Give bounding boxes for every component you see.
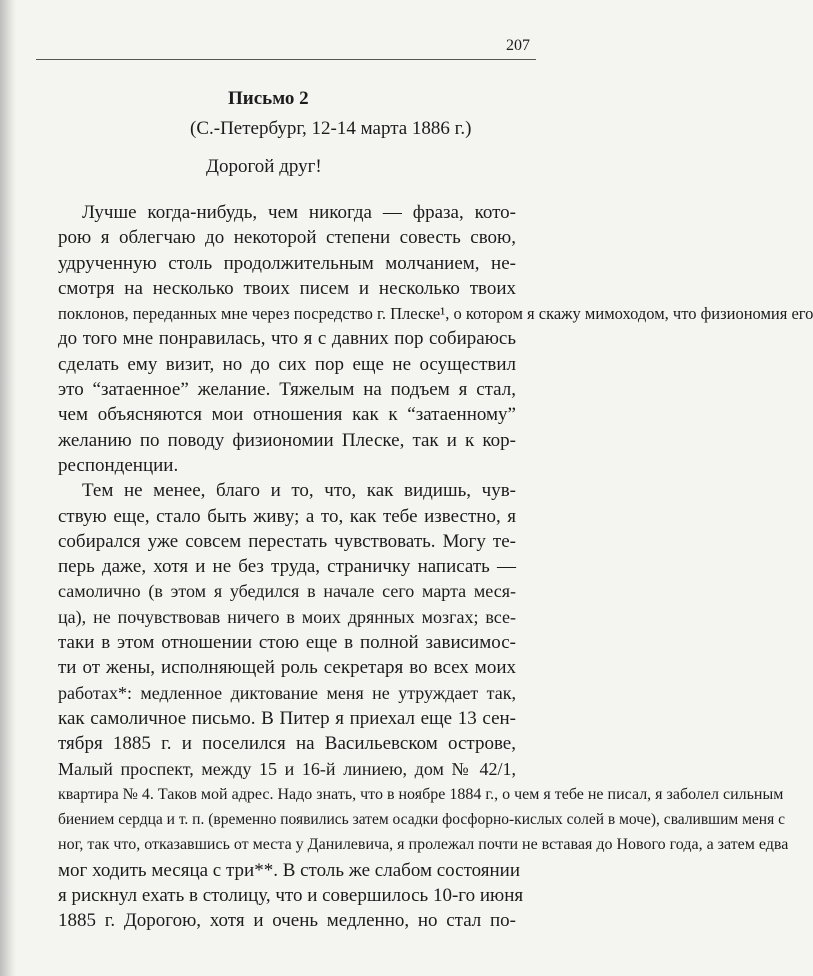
text-line: квартира № 4. Таков мой адрес. Надо знать, что в ноябре 1884 г., о чем я тебе не писал, я заболел сильным xyxy=(58,785,784,803)
page-number: 207 xyxy=(506,37,530,54)
text-line: Тем не менее, благо и то, что, как видишь, чув- xyxy=(82,480,516,502)
text-line: Малый проспект, между 15 и 16-й линиею, дом № 42/1, xyxy=(58,758,516,779)
text-line: это “затаенное” желание. Тяжелым на подъем я стал, xyxy=(58,379,516,401)
text-line: ца), не почувствовав ничего в моих дрянных мозгах; все- xyxy=(58,606,516,627)
text-line: ти от жены, исполняющей роль секретаря во всех моих xyxy=(58,657,516,679)
salutation: Дорогой друг! xyxy=(206,156,322,177)
text-line: мог ходить месяца с три**. В столь же слабом состоянии xyxy=(58,859,521,881)
text-line: Лучше когда-нибудь, чем никогда — фраза, кото- xyxy=(82,202,516,223)
text-line: респонденции. xyxy=(58,454,179,476)
text-line: чем объясняются мои отношения как к “затаенному” xyxy=(58,404,516,426)
letter-body xyxy=(58,200,813,934)
text-line: ног, так что, отказавшись от места у Данилевича, я пролежал почти не вставая до Нового года, а затем едва xyxy=(58,836,789,854)
text-line: тября 1885 г. и поселился на Васильевском острове, xyxy=(58,733,516,755)
header-rule xyxy=(36,59,536,60)
text-line: таки в этом отношении стою еще в полной зависимос- xyxy=(58,632,516,654)
text-line: ствую еще, стало быть живу; а то, как тебе известно, я xyxy=(58,505,516,527)
text-line: самолично (в этом я убедился в начале сего марта меся- xyxy=(58,581,516,602)
text-line: перь даже, хотя и не без труда, страничку написать — xyxy=(58,556,516,578)
text-line: рою я облегчаю до некоторой степени совесть свою, xyxy=(58,227,516,249)
text-line: 1885 г. Дорогою, хотя и очень медленно, но стал по- xyxy=(58,910,516,932)
letter-title: Письмо 2 xyxy=(228,88,309,109)
text-line: поклонов, переданных мне через посредство г. Плеске¹, о котором я скажу мимоходом, что физиономия его xyxy=(58,304,813,324)
text-line: биением сердца и т. п. (временно появились затем осадки фосфорно-кислых солей в моче), свалившим меня с xyxy=(58,811,785,829)
text-line: смотря на несколько твоих писем и несколько твоих xyxy=(58,277,516,299)
text-line: удрученную столь продолжительным молчанием, не- xyxy=(58,252,516,274)
text-line: до того мне понравилась, что я с давних пор собираюсь xyxy=(58,328,516,350)
text-line: собирался уже совсем перестать чувствовать. Могу те- xyxy=(58,530,516,552)
page-edge-shadow xyxy=(0,0,16,976)
text-line: работах*: медленное диктование меня не утруждает так, xyxy=(58,682,516,703)
text-line: я рискнул ехать в столицу, что и совершилось 10-го июня xyxy=(58,885,524,907)
text-line: сделать ему визит, но до сих пор еще не осуществил xyxy=(58,353,516,375)
letter-place-date: (С.-Петербург, 12-14 марта 1886 г.) xyxy=(190,118,472,139)
text-line: как самоличное письмо. В Питер я приехал еще 13 сен- xyxy=(58,707,516,729)
text-line: желанию по поводу физиономии Плеске, так и к кор- xyxy=(58,429,516,451)
